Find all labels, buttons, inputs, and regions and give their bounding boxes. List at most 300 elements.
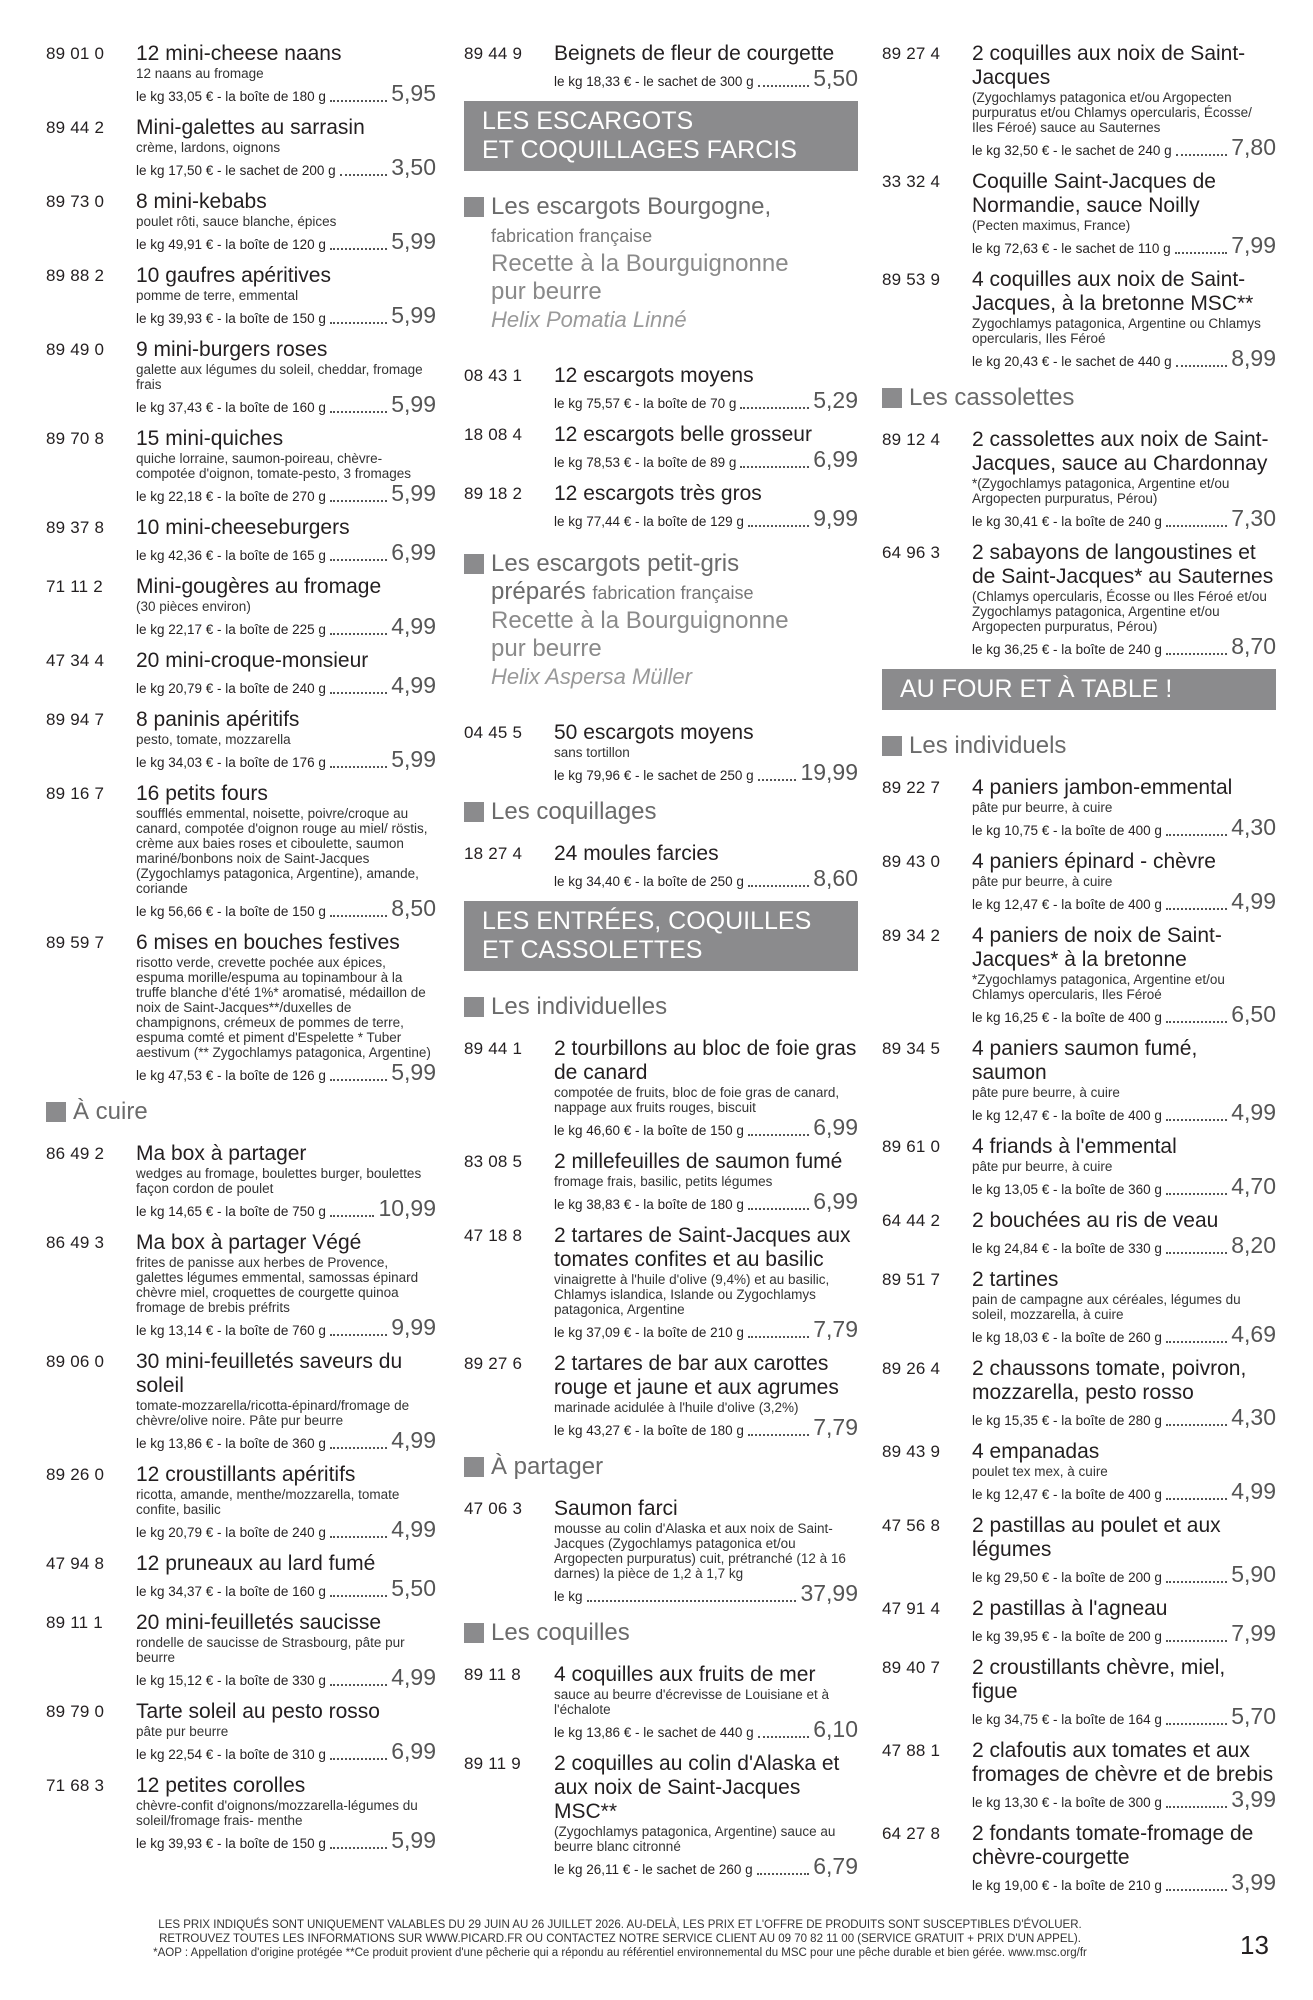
subsection-block: [464, 193, 858, 334]
product-item: [46, 338, 436, 416]
unit-price: le kg 78,53 € - la boîte de 89 g: [554, 455, 737, 470]
product-code: 89 43 9: [882, 1442, 941, 1461]
product-body: [972, 1440, 1276, 1503]
product-body: [554, 42, 858, 90]
dot-leader: [1166, 653, 1227, 655]
dot-leader: [1166, 834, 1227, 836]
product-item: [464, 1663, 858, 1741]
product-code: 89 11 9: [464, 1754, 521, 1773]
product-price: 7,99: [1231, 232, 1276, 258]
dot-leader: [758, 779, 797, 781]
product-item: [464, 482, 858, 530]
price-row: [554, 1415, 858, 1439]
product-name: Ma box à partager Végé: [136, 1231, 362, 1254]
product-item: [46, 1142, 436, 1220]
dot-leader: [1166, 1424, 1227, 1426]
product-description: pesto, tomate, mozzarella: [136, 732, 291, 747]
product-code: 89 44 1: [464, 1039, 523, 1058]
subsection-title: À cuire: [73, 1098, 148, 1125]
dot-leader: [330, 692, 387, 694]
product-code: 89 70 8: [46, 429, 105, 448]
product-body: [972, 541, 1276, 658]
dot-leader: [748, 1336, 809, 1338]
product-name: 20 mini-croque-monsieur: [136, 649, 369, 672]
price-row: [554, 866, 858, 890]
dot-leader: [757, 1873, 810, 1875]
unit-price: le kg 22,17 € - la boîte de 225 g: [136, 622, 326, 637]
product-body: [136, 1463, 436, 1541]
subsection-title-cont: [464, 578, 858, 607]
product-code: 47 06 3: [464, 1499, 523, 1518]
product-description: ricotta, amande, menthe/mozzarella, tomate confite, basilic: [136, 1487, 400, 1517]
product-name: 4 coquilles aux noix de Saint-Jacques, à la bretonne MSC**: [972, 268, 1254, 315]
price-row: [136, 1665, 436, 1689]
product-code: 89 18 2: [464, 484, 523, 503]
product-name: 2 tartares de bar aux carottes rouge et jaune et aux agrumes: [554, 1352, 839, 1399]
product-item: [46, 1350, 436, 1452]
product-description: sans tortillon: [554, 745, 630, 760]
unit-price: le kg: [554, 1589, 583, 1604]
dot-leader: [330, 1447, 387, 1449]
product-item: [882, 1597, 1276, 1645]
unit-price: le kg 38,83 € - la boîte de 180 g: [554, 1197, 744, 1212]
product-name: 4 empanadas: [972, 1440, 1100, 1463]
product-description: poulet rôti, sauce blanche, épices: [136, 214, 337, 229]
subsection-heading: [464, 550, 858, 578]
unit-price: le kg 18,33 € - le sachet de 300 g: [554, 74, 754, 89]
product-name: 2 cassolettes aux noix de Saint-Jacques, sauce au Chardonnay: [972, 428, 1269, 475]
product-name: 20 mini-feuilletés saucisse: [136, 1611, 382, 1634]
product-item: [464, 842, 858, 890]
product-description: crème, lardons, oignons: [136, 140, 281, 155]
product-body: [554, 423, 858, 471]
product-description: (Zygochlamys patagonica et/ou Argopecten purpuratus et/ou Chlamys opercularis, Écosse/ Iles Féroé) sauce au Sauternes: [972, 90, 1252, 135]
product-price: 8,60: [813, 865, 858, 891]
dot-leader: [748, 1208, 809, 1210]
product-price: 5,50: [813, 65, 858, 91]
product-description: risotto verde, crevette pochée aux épices, espuma morille/espuma au topinambour à la truffe blanche d'été 1%* aromatisé, médaillon de noix de Saint-Jacques**/duxelles de champignons, crémeux de pommes de terre, espuma comté et piment d'Espelette * Tuber aestivum (** Zygochlamys patagonica, Argentine): [136, 955, 431, 1060]
product-body: [972, 1037, 1276, 1124]
product-description: sauce au beurre d'écrevisse de Louisiane et à l'échalote: [554, 1687, 830, 1717]
product-name: Ma box à partager: [136, 1142, 307, 1165]
dot-leader: [1166, 1806, 1227, 1808]
product-name: 8 paninis apéritifs: [136, 708, 300, 731]
dot-leader: [1166, 1119, 1227, 1121]
subsection-heading: [882, 384, 1276, 412]
price-row: [136, 155, 436, 179]
price-row: [972, 815, 1276, 839]
dot-leader: [1166, 1889, 1227, 1891]
product-description: (Zygochlamys patagonica, Argentine) sauce au beurre blanc citronné: [554, 1824, 836, 1854]
product-name: 2 coquilles au colin d'Alaska et aux noix de Saint-Jacques MSC**: [554, 1752, 840, 1823]
product-name: 2 bouchées au ris de veau: [972, 1209, 1219, 1232]
price-row: [136, 392, 436, 416]
product-price: 3,99: [1231, 1786, 1276, 1812]
product-name: 2 chaussons tomate, poivron, mozzarella, pesto rosso: [972, 1357, 1247, 1404]
product-code: 89 34 2: [882, 926, 941, 945]
price-row: [972, 135, 1276, 159]
product-code: 89 34 5: [882, 1039, 941, 1058]
product-price: 7,79: [813, 1316, 858, 1342]
product-price: 5,95: [391, 80, 436, 106]
product-price: 9,99: [813, 505, 858, 531]
product-description: marinade acidulée à l'huile d'olive (3,2%): [554, 1400, 799, 1415]
price-row: [136, 481, 436, 505]
product-price: 8,99: [1231, 345, 1276, 371]
unit-price: le kg 22,54 € - la boîte de 310 g: [136, 1747, 326, 1762]
product-description: galette aux légumes du soleil, cheddar, fromage frais: [136, 362, 423, 392]
product-name: Tarte soleil au pesto rosso: [136, 1700, 380, 1723]
product-description: pâte pur beurre, à cuire: [972, 800, 1113, 815]
section-banner: [882, 669, 1276, 710]
section-banner: [464, 901, 858, 971]
unit-price: le kg 15,12 € - la boîte de 330 g: [136, 1673, 326, 1688]
product-name: 12 escargots très gros: [554, 482, 762, 505]
price-row: [136, 1060, 436, 1084]
product-price: 5,90: [1231, 1561, 1276, 1587]
product-code: 71 68 3: [46, 1776, 105, 1795]
product-item: [882, 1268, 1276, 1346]
product-description: (Pecten maximus, France): [972, 218, 1131, 233]
dot-leader: [1176, 154, 1228, 156]
product-item: [46, 1463, 436, 1541]
product-name: 2 croustillants chèvre, miel, figue: [972, 1656, 1226, 1703]
product-code: 83 08 5: [464, 1152, 523, 1171]
product-price: 10,99: [378, 1195, 436, 1221]
product-name: 12 petites corolles: [136, 1774, 306, 1797]
species-name: Helix Pomatia Linné: [491, 307, 687, 332]
product-code: 89 53 9: [882, 270, 941, 289]
unit-price: le kg 12,47 € - la boîte de 400 g: [972, 897, 1162, 912]
product-description: mousse au colin d'Alaska et aux noix de Saint-Jacques (Zygochlamys patagonica et/ou Argopecten purpuratus) cuit, prétranché (12 à 16 darnes) la pièce de 1,2 à 1,7 kg: [554, 1521, 846, 1581]
product-name: Saumon farci: [554, 1497, 678, 1520]
product-item: [882, 1209, 1276, 1257]
product-body: [554, 1352, 858, 1439]
subsection-heading: [464, 1453, 858, 1481]
square-bullet-icon: [882, 388, 902, 408]
price-row: [554, 1854, 858, 1878]
product-name: 4 coquilles aux fruits de mer: [554, 1663, 816, 1686]
dot-leader: [1166, 1723, 1227, 1725]
price-row: [136, 614, 436, 638]
product-item: [464, 1037, 858, 1139]
product-item: [46, 782, 436, 920]
unit-price: le kg 34,03 € - la boîte de 176 g: [136, 755, 326, 770]
price-row: [972, 233, 1276, 257]
unit-price: le kg 75,57 € - la boîte de 70 g: [554, 396, 737, 411]
product-body: [136, 1774, 436, 1852]
product-item: [882, 1656, 1276, 1728]
product-description: Zygochlamys patagonica, Argentine ou Chlamys opercularis, Iles Féroé: [972, 316, 1261, 346]
product-code: 89 73 0: [46, 192, 105, 211]
unit-price: le kg 37,43 € - la boîte de 160 g: [136, 400, 326, 415]
product-item: [46, 516, 436, 564]
price-row: [136, 303, 436, 327]
product-price: 8,20: [1231, 1232, 1276, 1258]
product-code: 89 94 7: [46, 710, 105, 729]
unit-price: le kg 39,93 € - la boîte de 150 g: [136, 311, 326, 326]
square-bullet-icon: [464, 802, 484, 822]
dot-leader: [330, 1595, 387, 1597]
price-row: [136, 1428, 436, 1452]
dot-leader: [1175, 252, 1228, 254]
product-code: 08 43 1: [464, 366, 523, 385]
dot-leader: [1166, 1581, 1227, 1583]
product-item: [46, 1552, 436, 1600]
product-item: [46, 116, 436, 179]
product-code: 47 56 8: [882, 1516, 941, 1535]
unit-price: le kg 49,91 € - la boîte de 120 g: [136, 237, 326, 252]
dot-leader: [330, 915, 387, 917]
price-row: [554, 506, 858, 530]
square-bullet-icon: [464, 197, 484, 217]
dot-leader: [330, 411, 387, 413]
product-item: [464, 1150, 858, 1213]
product-price: 4,99: [391, 1516, 436, 1542]
dot-leader: [330, 248, 387, 250]
product-name: Mini-gougères au fromage: [136, 575, 382, 598]
product-code: 89 59 7: [46, 933, 105, 952]
product-body: [136, 1700, 436, 1763]
product-body: [972, 170, 1276, 257]
product-item: [46, 1700, 436, 1763]
recipe-line-2: pur beurre: [491, 278, 602, 305]
unit-price: le kg 15,35 € - la boîte de 280 g: [972, 1413, 1162, 1428]
dot-leader: [1166, 908, 1227, 910]
product-name: Beignets de fleur de courgette: [554, 42, 835, 65]
dot-leader: [330, 1215, 375, 1217]
product-body: [136, 116, 436, 179]
unit-price: le kg 77,44 € - la boîte de 129 g: [554, 514, 744, 529]
unit-price: le kg 22,18 € - la boîte de 270 g: [136, 489, 326, 504]
product-name: 24 moules farcies: [554, 842, 719, 865]
product-name: 9 mini-burgers roses: [136, 338, 328, 361]
product-description: wedges au fromage, boulettes burger, boulettes façon cordon de poulet: [136, 1166, 422, 1196]
product-item: [882, 42, 1276, 159]
product-price: 6,99: [813, 446, 858, 472]
product-code: 47 34 4: [46, 651, 105, 670]
product-body: [136, 427, 436, 505]
product-code: 64 27 8: [882, 1824, 941, 1843]
dot-leader: [1166, 1640, 1227, 1642]
product-price: 4,70: [1231, 1173, 1276, 1199]
section-banner: [464, 101, 858, 171]
product-code: 89 37 8: [46, 518, 105, 537]
product-body: [136, 338, 436, 416]
dot-leader: [748, 885, 809, 887]
dot-leader: [758, 1736, 810, 1738]
product-body: [136, 264, 436, 327]
product-price: 6,50: [1231, 1001, 1276, 1027]
product-body: [554, 364, 858, 412]
subsection-heading: [882, 732, 1276, 760]
banner-line-1: LES ENTRÉES, COQUILLES: [482, 907, 812, 935]
dot-leader: [330, 100, 387, 102]
product-body: [972, 1597, 1276, 1645]
price-row: [972, 1479, 1276, 1503]
unit-price: le kg 46,60 € - la boîte de 150 g: [554, 1123, 744, 1138]
product-code: 89 22 7: [882, 778, 941, 797]
product-description: *Zygochlamys patagonica, Argentine et/ou Chlamys opercularis, Iles Féroé: [972, 972, 1225, 1002]
product-name: 2 clafoutis aux tomates et aux fromages de chèvre et de brebis: [972, 1739, 1274, 1786]
column-middle: [464, 42, 858, 1889]
product-name: 15 mini-quiches: [136, 427, 284, 450]
dot-leader: [330, 1684, 387, 1686]
product-item: [464, 721, 858, 784]
product-body: [972, 1135, 1276, 1198]
product-item: [46, 264, 436, 327]
product-description: pain de campagne aux céréales, légumes du soleil, mozzarella, à cuire: [972, 1292, 1241, 1322]
product-price: 8,70: [1231, 633, 1276, 659]
product-code: 18 08 4: [464, 425, 523, 444]
dot-leader: [748, 1134, 809, 1136]
dot-leader: [340, 174, 388, 176]
origin-note: fabrication française: [491, 226, 653, 246]
unit-price: le kg 13,05 € - la boîte de 360 g: [972, 1182, 1162, 1197]
product-code: 89 40 7: [882, 1658, 941, 1677]
unit-price: le kg 12,47 € - la boîte de 400 g: [972, 1487, 1162, 1502]
product-code: 89 44 2: [46, 118, 105, 137]
product-name: 2 tourbillons au bloc de foie gras de canard: [554, 1037, 857, 1084]
product-item: [464, 42, 858, 90]
product-price: 4,69: [1231, 1321, 1276, 1347]
product-name: 6 mises en bouches festives: [136, 931, 400, 954]
unit-price: le kg 12,47 € - la boîte de 400 g: [972, 1108, 1162, 1123]
price-row: [972, 1233, 1276, 1257]
product-body: [554, 1497, 858, 1605]
product-body: [136, 708, 436, 771]
product-name: 12 mini-cheese naans: [136, 42, 342, 65]
product-code: 47 18 8: [464, 1226, 523, 1245]
banner-line-1: AU FOUR ET À TABLE !: [900, 675, 1173, 703]
product-body: [554, 1224, 858, 1341]
price-row: [972, 889, 1276, 913]
product-code: 64 44 2: [882, 1211, 941, 1230]
product-description: poulet tex mex, à cuire: [972, 1464, 1108, 1479]
price-row: [972, 1405, 1276, 1429]
product-code: 89 16 7: [46, 784, 105, 803]
product-item: [882, 1135, 1276, 1198]
product-body: [972, 776, 1276, 839]
price-row: [972, 1562, 1276, 1586]
square-bullet-icon: [464, 1623, 484, 1643]
product-price: 5,99: [391, 480, 436, 506]
product-description: frites de panisse aux herbes de Provence, galettes légumes emmental, samossas épinard chèvre miel, croquettes de courgette quinoa fromage de brebis préfrits: [136, 1255, 419, 1315]
product-item: [46, 575, 436, 638]
unit-price: le kg 13,30 € - la boîte de 300 g: [972, 1795, 1162, 1810]
product-body: [136, 1142, 436, 1220]
product-price: 9,99: [391, 1314, 436, 1340]
product-description: fromage frais, basilic, petits légumes: [554, 1174, 773, 1189]
unit-price: le kg 34,75 € - la boîte de 164 g: [972, 1712, 1162, 1727]
product-item: [464, 1497, 858, 1605]
product-item: [882, 428, 1276, 530]
product-name: 2 millefeuilles de saumon fumé: [554, 1150, 843, 1173]
footer-line-1: LES PRIX INDIQUÉS SONT UNIQUEMENT VALABLES DU 29 JUIN AU 26 JUILLET 2026. AU-DELÀ, LES PRIX ET L'OFFRE DE PRODUITS SONT SUSCEPTIBLES D'ÉVOLUER.: [158, 1919, 1082, 1931]
unit-price: le kg 13,86 € - le sachet de 440 g: [554, 1725, 754, 1740]
product-description: (Chlamys opercularis, Écosse ou Iles Féroé et/ou Zygochlamys patagonica, Argentine et/ou Argopecten purpuratus, Pérou): [972, 589, 1267, 634]
price-row: [972, 1787, 1276, 1811]
product-body: [554, 1663, 858, 1741]
column-left: [46, 42, 436, 1863]
product-body: [136, 1350, 436, 1452]
price-row: [136, 1576, 436, 1600]
product-body: [972, 1822, 1276, 1894]
product-description: rondelle de saucisse de Strasbourg, pâte pur beurre: [136, 1635, 405, 1665]
dot-leader: [1166, 1193, 1227, 1195]
price-row: [972, 1621, 1276, 1645]
product-code: 47 91 4: [882, 1599, 941, 1618]
product-item: [46, 708, 436, 771]
footer-line-3: *AOP : Appellation d'origine protégée **Ce produit provient d'une pêcherie qui a répondu au référentiel environnemental du MSC pour une pêche durable et bien gérée. www.msc.org/fr: [153, 1947, 1087, 1959]
square-bullet-icon: [464, 997, 484, 1017]
unit-price: le kg 19,00 € - la boîte de 210 g: [972, 1878, 1162, 1893]
unit-price: le kg 56,66 € - la boîte de 150 g: [136, 904, 326, 919]
price-row: [136, 1828, 436, 1852]
product-name: 2 pastillas au poulet et aux légumes: [972, 1514, 1221, 1561]
subsection-title: Les coquilles: [491, 1619, 630, 1646]
product-item: [882, 1037, 1276, 1124]
product-price: 5,70: [1231, 1703, 1276, 1729]
unit-price: le kg 34,37 € - la boîte de 160 g: [136, 1584, 326, 1599]
price-row: [554, 1317, 858, 1341]
dot-leader: [587, 1600, 797, 1602]
product-name: 2 coquilles aux noix de Saint-Jacques: [972, 42, 1246, 89]
product-price: 37,99: [800, 1580, 858, 1606]
price-row: [972, 1100, 1276, 1124]
product-code: 89 26 0: [46, 1465, 105, 1484]
origin-note: fabrication française: [592, 583, 754, 603]
product-name: 4 paniers saumon fumé, saumon: [972, 1037, 1198, 1084]
price-row: [972, 634, 1276, 658]
product-item: [464, 1224, 858, 1341]
product-price: 19,99: [800, 759, 858, 785]
product-item: [46, 1231, 436, 1339]
dot-leader: [330, 766, 387, 768]
product-price: 4,99: [391, 672, 436, 698]
banner-line-2: ET CASSOLETTES: [482, 936, 703, 964]
product-price: 4,30: [1231, 1404, 1276, 1430]
unit-price: le kg 29,50 € - la boîte de 200 g: [972, 1570, 1162, 1585]
product-body: [972, 1514, 1276, 1586]
product-item: [882, 268, 1276, 370]
product-code: 89 61 0: [882, 1137, 941, 1156]
square-bullet-icon: [464, 554, 484, 574]
recipe-line-2: pur beurre: [491, 635, 602, 662]
product-price: 4,99: [1231, 1478, 1276, 1504]
price-row: [136, 1315, 436, 1339]
product-body: [136, 575, 436, 638]
product-body: [136, 1552, 436, 1600]
product-code: 04 45 5: [464, 723, 523, 742]
square-bullet-icon: [46, 1102, 66, 1122]
product-code: 33 32 4: [882, 172, 941, 191]
product-item: [882, 1440, 1276, 1503]
product-description: *(Zygochlamys patagonica, Argentine et/ou Argopecten purpuratus, Pérou): [972, 476, 1230, 506]
subsection-heading: [464, 993, 858, 1021]
product-code: 89 43 0: [882, 852, 941, 871]
product-body: [972, 1268, 1276, 1346]
product-name: 2 pastillas à l'agneau: [972, 1597, 1168, 1620]
product-price: 5,29: [813, 387, 858, 413]
price-row: [136, 747, 436, 771]
dot-leader: [330, 322, 387, 324]
price-row: [136, 1196, 436, 1220]
product-description: soufflés emmental, noisette, poivre/croque au canard, compotée d'oignon rouge au miel/ röstis, crème aux baies roses et ciboulette, saumon mariné/bonbons noix de Saint-Jacques (Zygochlamys patagonica, Argentine), amande, coriande: [136, 806, 428, 896]
subsection-title: Les coquillages: [491, 798, 657, 825]
subsection-heading: [464, 798, 858, 826]
recipe-line-1: Recette à la Bourguignonne: [491, 607, 789, 634]
